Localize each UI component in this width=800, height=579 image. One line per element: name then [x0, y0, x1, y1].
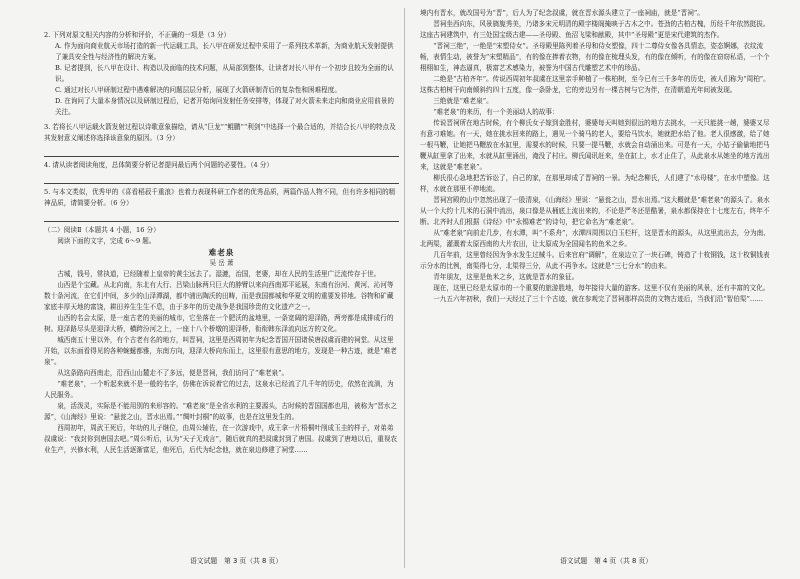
question-2-stem: 2. 下列对原文相关内容的分析和评价，不正确的一项是（3 分） [44, 31, 231, 39]
page-3-footer: 语文试题 第 3 页（共 8 页） [190, 557, 283, 565]
question-5-stem: 5. 与本文类似，优秀甲的《喜看稻菽千重浪》也着力表现科研工作者的优秀品质，两篇作品人物不同，但有许多相同的精神品质，请简要分析。（6 分） [44, 188, 396, 207]
question-2-option-d: D. 在询问了大量本身情况以及研制过程后，记者开始询问发射任务安排等，体现了对火箭未来走向和商业应用前景的关注。 [55, 97, 394, 116]
answer-line [44, 146, 399, 157]
story-paragraph: 山西的名会太原，是一座古老的美丽的城市，它坐落在一个肥沃的盆地里，一条宽阔的迎泽路，两旁都是成排成行的树。迎泽路尽头是迎泽大桥，横跨汾河之上，一座十八个桥墩的迎泽桥，衔衔韩东泽流向远方的文化。 [44, 314, 394, 333]
story-paragraph: 现在，这里已经是太原市的一个重要的旅游胜地，每年接待大量的游客。这里不仅有美丽的风景，还有丰富的文化。 [433, 284, 770, 292]
story-paragraph: 泉，活泼灵，实际是不能用别的来形容的。“难老泉”是全省水利的主要源头，古时候的晋国国都也用，被称为“晋水之源”，《山海经》里说：“悬瓮之山，晋水出焉。”“绸叶封桐”的故事，也是在这里发生的。 [44, 402, 397, 421]
page-4 [420, 8, 776, 305]
answer-line [44, 173, 399, 184]
story-author: 吴 岳 萧 [209, 259, 234, 267]
story-paragraph: 二绝是“古柏齐年”。传说西周初年叔虞在这里亲手种植了一株柏树，至今已有三千多年的历史，被人们称为“周柏”。这株古柏树干向南倾斜约四十五度，像一条卧龙，它的旁边另有一棵古树与它为伴，在清朝道光年间被发现。 [420, 75, 770, 94]
story-paragraph: 传说晋祠所在地古时候，有个柳氏女子嫁到金胜村，婆婆每天叫她到很远的地方去挑水，一天只能挑一趟，婆婆又尽有意刁难她。有一天，她在挑水回来的路上，遇见一个骑马的老人，要给马饮水，她就把水给了他。老人很感激，给了她一根马鞭，让她把马鞭放在水缸里，需要水的时候，只要一提马鞭，水就会自动涌出来。可是有一天，小姑子偷偷地把马鞭从缸里拿了出来，水就从缸里涌出，淹没了村庄。柳氏闻讯赶来，坐在缸上，水才止住了，从此泉水从她坐的地方流出来，这就是“难老泉”。 [420, 119, 770, 171]
story-paragraph: “难老泉”，一个听起来就不是一般的名字，仿佛在诉说着它的过去，这泉水已经流了几千年的历史，依然在流淌，为人民服务。 [44, 380, 394, 399]
page-4-footer: 语文试题 第 4 页（共 8 页） [560, 557, 653, 565]
question-2-option-a: A. 作为面向商业航天市场打造的新一代运载工具，长八甲在研发过程中采用了一系列技术革新，为商业航天发射提供了兼具安全性与经济性的解决方案。 [55, 42, 394, 61]
question-2-option-c: C. 通过对长八甲研制过程中遇难解决的问题层层分析，展现了火箭研制背后的复杂性和困难程度。 [55, 86, 341, 94]
page-divider [404, 8, 405, 568]
story-paragraph: “晋祠三绝”，一绝是“宋塑侍女”。圣母殿里陈列着圣母和侍女塑像，四十二尊侍女像各具情态，姿态婀娜，衣纹流畅，表情生动，被誉为“宋塑精品”，有的像在捧着衣物，有的像在梳理头发，有的像在倾听，有的像在窃窃私语，一个个栩栩如生，神态逼真，极富艺术感染力，被誉为中国古代雕塑艺术中的珍品。 [420, 42, 770, 72]
story-title: 难老泉 [208, 248, 235, 257]
story-paragraph: 晋祠坐西向东，风景旖旎秀美，乃诸多宋元明清的殿宇楼阁掩映于古木之中。苍劲的古柏古槐，历经千年依然挺拔。这座古祠建筑中，有三处国宝级古建——圣母殿、鱼沼飞梁和献殿，其中“圣母殿”更是宋代建筑的杰作。 [420, 20, 770, 39]
page-3 [44, 30, 399, 456]
answer-line [44, 211, 399, 222]
story-paragraph: 晋祠宫殿的山中忽然出现了一股清泉，《山海经》里说：“悬瓮之山，晋水出焉。”这大概就是“难老泉”的源头了。泉水从一个大约十几米的石洞中流出，泉口像是从桶底上流出来的，不论是严冬还是酷暑，泉水都保持在十七度左右，终年不断。北齐时人们根据《诗经》中“永锡难老”的诗句，把它命名为“难老泉”。 [420, 196, 770, 226]
question-4-stem: 4. 请从读者阅读角度，总体简要分析记者提问最后两个问题的必要性。（4 分） [44, 161, 273, 169]
story-paragraph: 山西是个宝藏。从北向南，东北有大行、吕梁山脉两只巨大的脖臂以来向西南郑平延展，东南有汾河、黄河、沁河等数十条河流，在它们中间，多少的山泽潭湖，都中浦出陶沃的田畴，而是我国都城和华夏文明的重要发祥地。谷物和矿藏家底丰厚天地的富饶，耕田养生生生不息，由于多年的历史战争是我国珍贵的文化遗产之一。 [44, 281, 394, 311]
story-paragraph: 柳氏很心急地把苦诉讼了，自己的家，在那里却成了晋祠的一景。为纪念柳氏，人们建了“水母楼”，在水中塑像。这样，水就在那里不停地流。 [420, 174, 770, 193]
question-2-option-b: B. 记者提到，长八甲在设计、构造以及面临的技术问题，从局部到整体，让读者对长八甲有一个初步且较为全面的认识。 [55, 64, 394, 83]
story-paragraph: 几百年前，这里曾经因为争水发生过械斗。后来官府“调解”，在泉边立了一块石碑，铸造了十枚铜钱，这十枚铜钱表示分水的比例，南渠得七分，北渠得三分，从此不再争水。这就是“三七分水”的由来。 [420, 251, 770, 270]
story-paragraph: “难老泉”的来历，有一个美丽动人的故事： [433, 108, 559, 116]
story-paragraph: 从“难老泉”向前走几步，有水潭，叫“不系舟”，水潭四周围以白玉栏杆，这是晋水的源头，从这里流出去，分为南、北两渠，灌溉着太原西南的大片农田，让太原成为全国闻名的鱼米之乡。 [420, 229, 770, 248]
story-paragraph: 从这条路向西南走，沿西山山麓走不了多远，便是晋祠，我们访问了“难老泉”。 [57, 369, 289, 377]
story-paragraph: 一九五六年初秋，我们一天经过了三十个古迹，就在参观完了晋祠那样高贵的文物古迹后，当我们沿“智伯渠”…… [433, 295, 764, 303]
story-paragraph: 城西南五十里以外，有个古老有名的地方，叫晋祠，这里是西周初年为纪念晋国开国诸侯唐叔虞而建的祠堂。从这里开始，以东面看得见的各种蜿蜒都雅，东南方向，迎泽大桥向东而上，这里很有意思的地方，发现是一种古迹，就是“难老泉”。 [44, 336, 397, 366]
story-paragraph: 三绝就是“难老泉”。 [433, 97, 493, 105]
story-paragraph: 青年朋友，这里是鱼米之乡，这就是晋水的象征。 [433, 273, 579, 281]
question-3-stem: 3. 若将长八甲运载火箭发射过程以诗歌意象描绘，请从“巨龙”“鲲鹏”“利剑”中选择一个最合适的，并结合长八甲的特点及其发射意义阐述你选择该意象的原因。（3 分） [44, 123, 396, 142]
section-instruction: 阅读下面的文字，完成 6～9 题。 [57, 237, 156, 245]
story-paragraph: 西周初年，周武王死后，年幼的儿子继位，由周公辅佐，在一次游戏中，成王拿一片梧桐叶削成玉圭的样子，对弟弟叔虞说：“我封你到唐国去吧。”周公听后，认为“天子无戏言”，随后就真的把叔虞封到了唐国。叔虞到了唐地以后，重视农业生产，兴修水利，人民生活逐渐富足，他死后，后代为纪念他，就在泉边修建了祠堂…… [44, 424, 398, 454]
section-heading: （二）阅读Ⅱ（本题共 4 小题，16 分） [44, 226, 160, 234]
story-paragraph: 古城，钱号，常执道，已经随着上皇帝的黄尘远去了。湿漉，治国，老婆，却在人民的生活里广泛流传存于世。 [57, 270, 381, 278]
story-paragraph: 境内有晋水，就改国号为“晋”，后人为了纪念叔虞，就在晋水源头建立了一座祠庙，就是“晋祠”。 [420, 9, 704, 17]
